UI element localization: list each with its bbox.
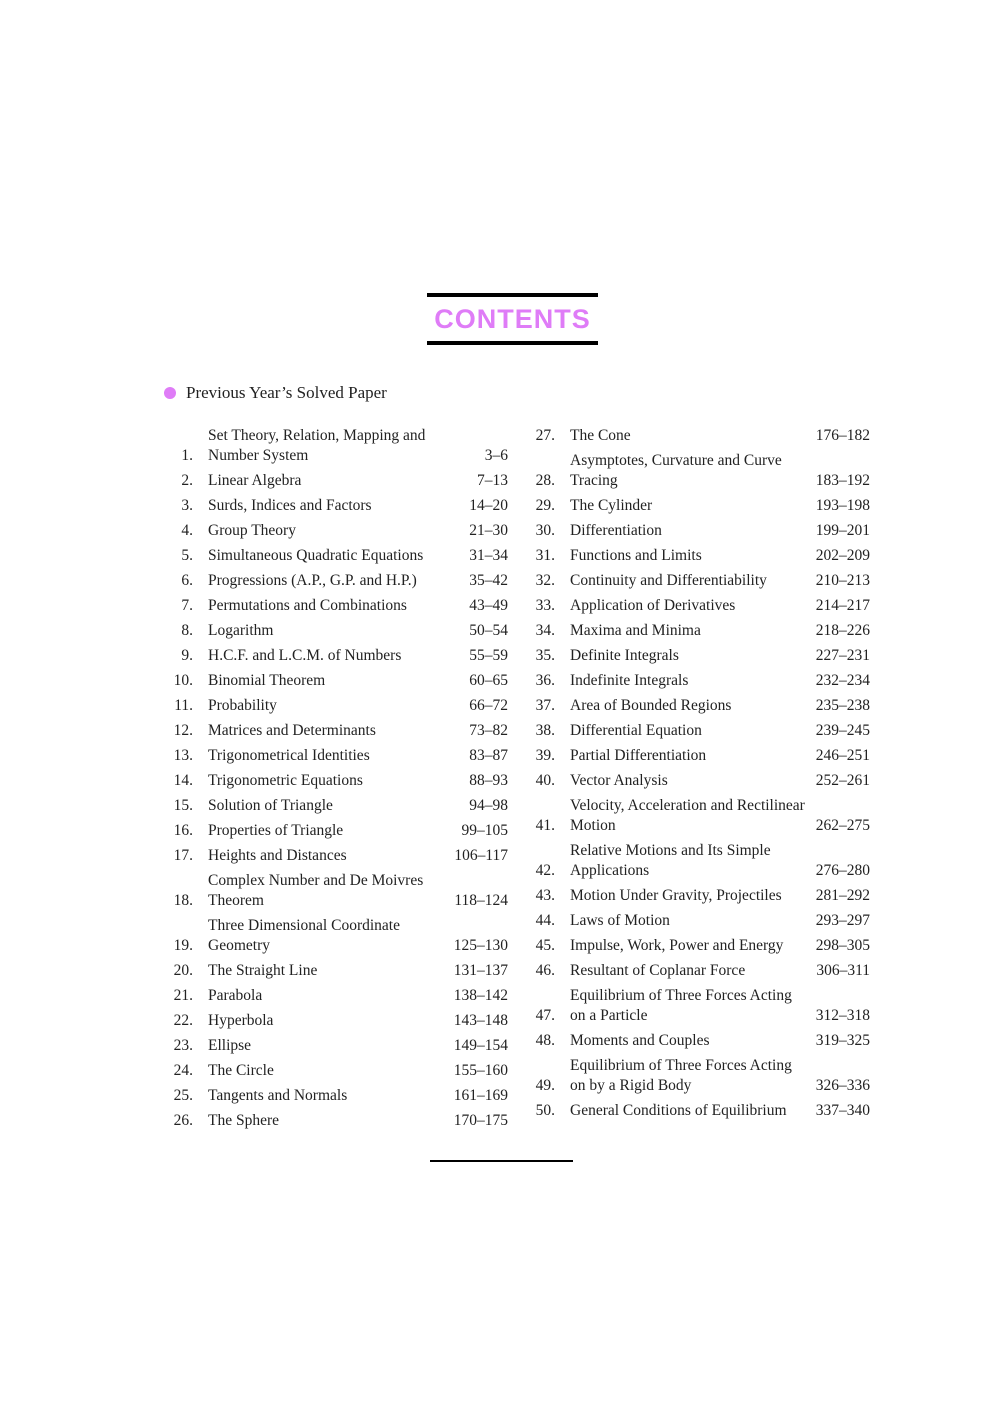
entry-title: Moments and Couples (570, 1032, 710, 1049)
toc-entry (522, 521, 870, 541)
entry-pages: 149–154 (453, 1037, 508, 1054)
toc-entry (522, 986, 870, 1026)
entry-pages: 312–318 (815, 1007, 870, 1024)
entry-pages: 176–182 (815, 427, 870, 444)
entry-number: 40. (535, 772, 555, 789)
toc-entry (522, 696, 870, 716)
entry-pages: 227–231 (815, 647, 870, 664)
entry-title: Three Dimensional Coordinate Geometry (208, 917, 400, 954)
entry-title: The Cone (570, 427, 631, 444)
entry-pages: 7–13 (477, 472, 508, 489)
toc-entry (522, 961, 870, 981)
entry-number: 23. (173, 1037, 193, 1054)
entry-number: 17. (173, 847, 193, 864)
entry-number: 1. (181, 447, 193, 464)
entry-title: Logarithm (208, 622, 274, 639)
entry-title: Matrices and Determinants (208, 722, 376, 739)
toc-entry (160, 916, 508, 956)
entry-title: Hyperbola (208, 1012, 274, 1029)
entry-number: 11. (174, 697, 193, 714)
entry-title: Trigonometric Equations (208, 772, 363, 789)
entry-pages: 125–130 (453, 937, 508, 954)
toc-entry (522, 771, 870, 791)
entry-title: Properties of Triangle (208, 822, 344, 839)
entry-number: 25. (173, 1087, 193, 1104)
toc-entry (160, 746, 508, 766)
toc-entry (522, 721, 870, 741)
toc-entry (522, 841, 870, 881)
entry-title: The Circle (208, 1062, 274, 1079)
entry-title: Relative Motions and Its Simple Applications (570, 842, 771, 879)
entry-number: 15. (173, 797, 193, 814)
toc-entry (522, 451, 870, 491)
toc-entry (160, 961, 508, 981)
toc-entry (160, 671, 508, 691)
entry-pages: 170–175 (453, 1112, 508, 1129)
entry-pages: 218–226 (815, 622, 870, 639)
toc-entry (522, 571, 870, 591)
entry-title: Probability (208, 697, 277, 714)
entry-title: Group Theory (208, 522, 296, 539)
entry-pages: 3–6 (484, 447, 508, 464)
entry-title: Definite Integrals (570, 647, 679, 664)
toc-entry (522, 646, 870, 666)
entry-pages: 35–42 (469, 572, 508, 589)
entry-title: Parabola (208, 987, 263, 1004)
toc-entry (160, 1111, 508, 1131)
entry-pages: 94–98 (469, 797, 508, 814)
toc-entry (522, 746, 870, 766)
entry-title: Maxima and Minima (570, 622, 701, 639)
toc-entry (522, 796, 870, 836)
entry-title: Vector Analysis (570, 772, 668, 789)
toc-entry (160, 496, 508, 516)
toc-entry (160, 621, 508, 641)
entry-title: General Conditions of Equilibrium (570, 1102, 787, 1119)
toc-entry (160, 426, 508, 466)
entry-pages: 60–65 (469, 672, 508, 689)
toc-entry (160, 871, 508, 911)
toc-entry (160, 1061, 508, 1081)
entry-pages: 43–49 (469, 597, 508, 614)
entry-pages: 21–30 (469, 522, 508, 539)
entry-number: 38. (535, 722, 555, 739)
entry-pages: 298–305 (815, 937, 870, 954)
toc-entry (160, 821, 508, 841)
entry-number: 2. (181, 472, 193, 489)
entry-number: 9. (181, 647, 193, 664)
entry-pages: 66–72 (469, 697, 508, 714)
entry-pages: 118–124 (454, 892, 508, 909)
entry-number: 20. (173, 962, 193, 979)
bullet-icon (164, 387, 176, 399)
entry-pages: 293–297 (815, 912, 870, 929)
previous-paper-label: Previous Year’s Solved Paper (186, 383, 387, 402)
entry-title: Binomial Theorem (208, 672, 326, 689)
entry-pages: 55–59 (469, 647, 508, 664)
entry-pages: 14–20 (469, 497, 508, 514)
toc-entry (160, 546, 508, 566)
toc-entry (160, 721, 508, 741)
entry-pages: 262–275 (815, 817, 870, 834)
entry-number: 45. (535, 937, 555, 954)
entry-title: Heights and Distances (208, 847, 347, 864)
entry-number: 48. (535, 1032, 555, 1049)
toc-entry (522, 1056, 870, 1096)
toc-entry (522, 671, 870, 691)
entry-number: 13. (173, 747, 193, 764)
entry-title: Asymptotes, Curvature and Curve Tracing (570, 452, 782, 489)
entry-number: 7. (181, 597, 193, 614)
toc-entry (160, 846, 508, 866)
entry-pages: 306–311 (816, 962, 870, 979)
entry-number: 46. (535, 962, 555, 979)
entry-title: Set Theory, Relation, Mapping and Number System (208, 427, 426, 464)
toc-entry (522, 546, 870, 566)
entry-title: Progressions (A.P., G.P. and H.P.) (208, 572, 417, 589)
entry-title: Tangents and Normals (208, 1087, 348, 1104)
entry-pages: 239–245 (815, 722, 870, 739)
entry-pages: 193–198 (815, 497, 870, 514)
toc-entry (522, 496, 870, 516)
toc-entry (160, 771, 508, 791)
entry-number: 14. (173, 772, 193, 789)
entry-title: Indefinite Integrals (570, 672, 689, 689)
toc-entry (160, 796, 508, 816)
entry-number: 36. (535, 672, 555, 689)
entry-number: 6. (181, 572, 193, 589)
entry-number: 21. (173, 987, 193, 1004)
entry-title: Simultaneous Quadratic Equations (208, 547, 424, 564)
entry-number: 34. (535, 622, 555, 639)
entry-number: 41. (535, 817, 555, 834)
entry-title: Area of Bounded Regions (570, 697, 732, 714)
entry-pages: 155–160 (453, 1062, 508, 1079)
entry-number: 49. (535, 1077, 555, 1094)
entry-title: Differential Equation (570, 722, 702, 739)
entry-number: 26. (173, 1112, 193, 1129)
entry-pages: 31–34 (469, 547, 508, 564)
entry-title: Application of Derivatives (570, 597, 736, 614)
toc-entry (160, 696, 508, 716)
toc-entry (160, 1011, 508, 1031)
entry-number: 32. (535, 572, 555, 589)
entry-title: Impulse, Work, Power and Energy (570, 937, 784, 954)
toc-right-column (522, 426, 870, 1126)
entry-pages: 161–169 (453, 1087, 508, 1104)
entry-title: Equilibrium of Three Forces Acting on a Particle (570, 987, 792, 1024)
toc-entry (160, 1086, 508, 1106)
entry-pages: 252–261 (815, 772, 870, 789)
toc-entry (522, 911, 870, 931)
entry-number: 39. (535, 747, 555, 764)
entry-number: 43. (535, 887, 555, 904)
toc-entry (160, 646, 508, 666)
entry-number: 27. (535, 427, 555, 444)
entry-pages: 143–148 (453, 1012, 508, 1029)
entry-title: Linear Algebra (208, 472, 302, 489)
entry-pages: 83–87 (469, 747, 508, 764)
entry-title: Velocity, Acceleration and Rectilinear Motion (570, 797, 805, 834)
entry-pages: 281–292 (815, 887, 870, 904)
entry-pages: 138–142 (453, 987, 508, 1004)
entry-title: Continuity and Differentiability (570, 572, 767, 589)
entry-pages: 232–234 (815, 672, 870, 689)
entry-number: 42. (535, 862, 555, 879)
previous-paper-entry (164, 383, 387, 403)
entry-title: Ellipse (208, 1037, 252, 1054)
entry-pages: 319–325 (815, 1032, 870, 1049)
entry-number: 47. (535, 1007, 555, 1024)
entry-number: 30. (535, 522, 555, 539)
entry-title: Motion Under Gravity, Projectiles (570, 887, 782, 904)
entry-pages: 276–280 (815, 862, 870, 879)
entry-pages: 183–192 (815, 472, 870, 489)
toc-entry (522, 886, 870, 906)
entry-number: 8. (181, 622, 193, 639)
toc-entry (522, 1031, 870, 1051)
entry-title: The Sphere (208, 1112, 280, 1129)
entry-pages: 235–238 (815, 697, 870, 714)
entry-title: Partial Differentiation (570, 747, 707, 764)
toc-entry (160, 986, 508, 1006)
entry-number: 19. (173, 937, 193, 954)
entry-number: 33. (535, 597, 555, 614)
entry-pages: 106–117 (454, 847, 508, 864)
entry-title: H.C.F. and L.C.M. of Numbers (208, 647, 402, 664)
toc-entry (522, 426, 870, 446)
entry-number: 16. (173, 822, 193, 839)
toc-entry (522, 596, 870, 616)
entry-pages: 131–137 (453, 962, 508, 979)
entry-pages: 88–93 (469, 772, 508, 789)
entry-title: The Straight Line (208, 962, 318, 979)
entry-number: 12. (173, 722, 193, 739)
entry-number: 4. (181, 522, 193, 539)
entry-number: 35. (535, 647, 555, 664)
entry-title: The Cylinder (570, 497, 653, 514)
entry-pages: 214–217 (815, 597, 870, 614)
entry-title: Surds, Indices and Factors (208, 497, 372, 514)
entry-number: 29. (535, 497, 555, 514)
entry-number: 3. (181, 497, 193, 514)
entry-title: Resultant of Coplanar Force (570, 962, 746, 979)
entry-pages: 246–251 (815, 747, 870, 764)
toc-entry (522, 621, 870, 641)
entry-number: 24. (173, 1062, 193, 1079)
entry-pages: 99–105 (461, 822, 508, 839)
toc-entry (160, 521, 508, 541)
entry-number: 5. (181, 547, 193, 564)
entry-title: Functions and Limits (570, 547, 702, 564)
entry-number: 50. (535, 1102, 555, 1119)
entry-pages: 210–213 (815, 572, 870, 589)
toc-entry (160, 596, 508, 616)
toc-entry (160, 571, 508, 591)
contents-heading (427, 293, 598, 345)
entry-pages: 337–340 (815, 1102, 870, 1119)
entry-pages: 326–336 (815, 1077, 870, 1094)
entry-number: 22. (173, 1012, 193, 1029)
entry-title: Laws of Motion (570, 912, 670, 929)
toc-entry (160, 1036, 508, 1056)
entry-title: Differentiation (570, 522, 662, 539)
entry-pages: 73–82 (469, 722, 508, 739)
contents-title: CONTENTS (434, 304, 591, 334)
toc-entry (522, 936, 870, 956)
entry-number: 10. (173, 672, 193, 689)
toc-entry (160, 471, 508, 491)
entry-number: 28. (535, 472, 555, 489)
entry-pages: 199–201 (815, 522, 870, 539)
entry-number: 18. (173, 892, 193, 909)
entry-title: Trigonometrical Identities (208, 747, 370, 764)
entry-number: 44. (535, 912, 555, 929)
entry-pages: 202–209 (815, 547, 870, 564)
entry-title: Equilibrium of Three Forces Acting on by a Rigid Body (570, 1057, 792, 1094)
entry-pages: 50–54 (469, 622, 508, 639)
entry-title: Permutations and Combinations (208, 597, 407, 614)
entry-number: 31. (535, 547, 555, 564)
toc-entry (522, 1101, 870, 1121)
bottom-divider (430, 1160, 573, 1162)
entry-number: 37. (535, 697, 555, 714)
entry-title: Solution of Triangle (208, 797, 333, 814)
toc-left-column (160, 426, 508, 1136)
entry-title: Complex Number and De Moivres Theorem (208, 872, 424, 909)
